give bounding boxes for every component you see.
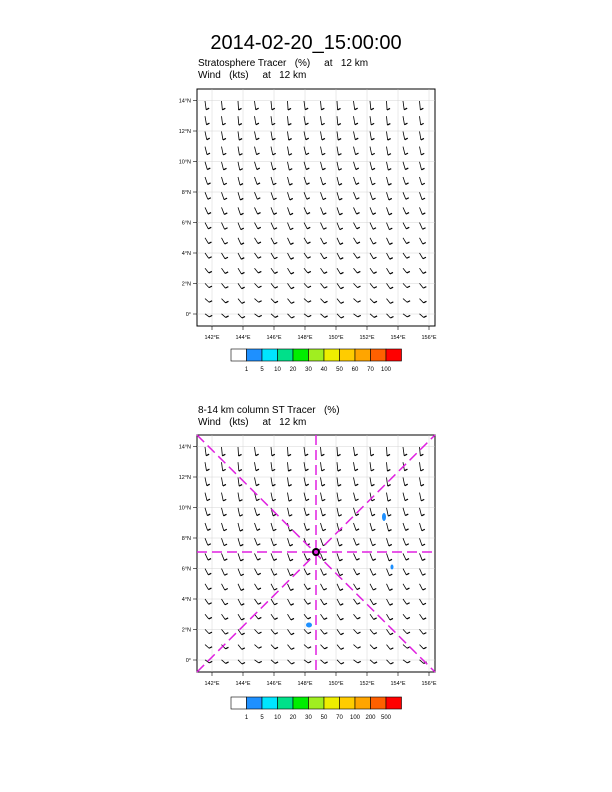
colorbar-label: 20 [289, 367, 297, 373]
colorbar-box [386, 349, 402, 361]
y-tick-label: 12°N [178, 475, 191, 481]
colorbar-label: 50 [336, 367, 343, 373]
wind-barb [337, 101, 338, 110]
y-tick-label: 8°N [181, 190, 191, 196]
x-tick-label: 148°E [297, 335, 313, 341]
colorbar-box [231, 349, 247, 361]
colorbar-label: 5 [260, 367, 264, 373]
colorbar-label: 20 [289, 715, 297, 721]
colorbar-label: 5 [260, 715, 264, 721]
y-tick-label: 12°N [178, 129, 191, 135]
colorbar-label: 500 [380, 715, 392, 721]
x-tick-label: 144°E [235, 681, 251, 687]
colorbar-box [309, 349, 325, 361]
wind-barb [238, 101, 239, 110]
tracer-blob [382, 513, 386, 521]
colorbar-label: 100 [380, 367, 392, 373]
colorbar-box [293, 349, 309, 361]
colorbar-box [355, 697, 371, 709]
colorbar-box [371, 349, 387, 361]
panel2-subtitle-wind: Wind (kts) at 12 km [198, 417, 307, 428]
y-tick-label: 4°N [181, 251, 191, 257]
y-tick-label: 10°N [178, 505, 191, 512]
colorbar-box [293, 697, 309, 709]
colorbar-box [309, 697, 325, 709]
x-tick-label: 146°E [266, 681, 282, 687]
colorbar-box [278, 349, 294, 361]
colorbar-label: 1 [244, 715, 249, 721]
colorbar-box [278, 697, 294, 709]
colorbar-box [355, 349, 371, 361]
colorbar-box [371, 697, 387, 709]
x-tick-label: 150°E [328, 335, 344, 341]
tracer-blob [391, 565, 394, 570]
y-tick-label: 2°N [181, 281, 191, 288]
y-tick-label: 14°N [178, 444, 191, 451]
panel2-colorbar [231, 697, 402, 721]
wind-barb [288, 101, 289, 110]
y-tick-label: 0° [185, 658, 191, 664]
wind-barb [387, 101, 388, 110]
x-tick-label: 152°E [359, 335, 375, 341]
y-tick-label: 14°N [178, 98, 191, 105]
colorbar-box [262, 349, 278, 361]
panel1-subtitle-tracer: Stratosphere Tracer (%) at 12 km [198, 58, 369, 69]
y-tick-label: 6°N [181, 566, 191, 573]
panel1-subtitle-wind: Wind (kts) at 12 km [198, 70, 307, 81]
center-marker-inner [314, 550, 318, 554]
colorbar-box [231, 697, 247, 709]
map-frame [197, 89, 435, 326]
colorbar-label: 40 [320, 367, 328, 373]
panel1-colorbar [231, 349, 402, 373]
panel2-map [179, 435, 437, 687]
x-tick-label: 154°E [390, 681, 406, 687]
x-tick-label: 148°E [297, 681, 313, 687]
x-tick-label: 142°E [204, 335, 220, 341]
colorbar-label: 10 [274, 367, 281, 373]
y-tick-label: 4°N [181, 597, 191, 603]
y-tick-label: 10°N [178, 159, 191, 166]
colorbar-box [386, 697, 402, 709]
y-tick-label: 8°N [181, 536, 191, 542]
panel1-map [179, 89, 437, 341]
x-tick-label: 152°E [359, 681, 375, 687]
x-tick-label: 156°E [421, 681, 437, 687]
wind-barb [337, 447, 338, 456]
colorbar-label: 200 [365, 715, 376, 721]
colorbar-label: 70 [367, 367, 374, 373]
colorbar-box [262, 697, 278, 709]
x-tick-label: 144°E [235, 335, 251, 341]
colorbar-label: 70 [336, 715, 343, 721]
y-tick-label: 0° [185, 312, 191, 318]
wind-barb [288, 447, 289, 456]
colorbar-box [340, 697, 356, 709]
colorbar-box [324, 349, 340, 361]
colorbar-label: 1 [244, 367, 249, 373]
colorbar-box [247, 349, 263, 361]
colorbar-label: 30 [305, 367, 312, 373]
wind-barb [387, 447, 388, 456]
panel2-subtitle-tracer: 8-14 km column ST Tracer (%) [198, 405, 340, 416]
colorbar-box [340, 349, 356, 361]
tracer-blob [306, 623, 312, 628]
colorbar-label: 50 [320, 715, 328, 721]
colorbar-box [247, 697, 263, 709]
main-title: 2014-02-20_15:00:00 [210, 32, 402, 54]
x-tick-label: 142°E [204, 681, 220, 687]
x-tick-label: 154°E [390, 335, 406, 341]
colorbar-label: 10 [274, 715, 281, 721]
colorbar-label: 100 [349, 715, 361, 721]
colorbar-label: 30 [305, 715, 312, 721]
x-tick-label: 156°E [421, 335, 437, 341]
y-tick-label: 2°N [181, 627, 191, 634]
colorbar-label: 60 [351, 367, 359, 373]
x-tick-label: 150°E [328, 681, 344, 687]
wind-barb [238, 447, 239, 456]
colorbar-box [324, 697, 340, 709]
x-tick-label: 146°E [266, 335, 282, 341]
y-tick-label: 6°N [181, 220, 191, 227]
